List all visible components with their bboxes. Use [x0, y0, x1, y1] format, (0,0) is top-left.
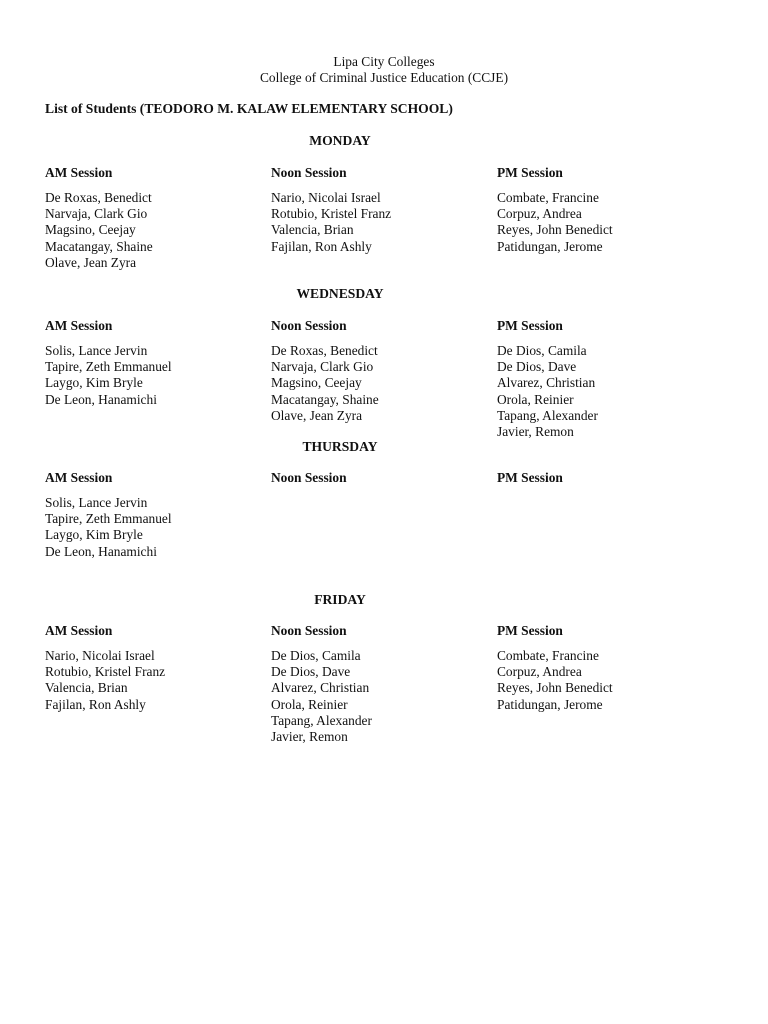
student-list — [45, 190, 265, 271]
student-name: Combate, Francine — [497, 190, 599, 205]
student-name: Macatangay, Shaine — [271, 391, 379, 407]
student-name: De Dios, Dave — [271, 664, 351, 680]
student-list — [45, 648, 265, 713]
student-name: Javier, Remon — [497, 424, 574, 440]
session-heading: Noon Session — [271, 623, 347, 638]
session-heading: PM Session — [497, 318, 563, 333]
session-column-pm — [497, 470, 717, 495]
student-name: Magsino, Ceejay — [271, 375, 362, 391]
day-heading: THURSDAY — [302, 439, 378, 454]
student-name: De Dios, Dave — [497, 359, 577, 375]
student-list — [497, 343, 717, 440]
session-heading: AM Session — [45, 318, 113, 333]
student-name: Alvarez, Christian — [497, 375, 596, 391]
student-name: Orola, Reinier — [497, 391, 574, 407]
student-name: De Roxas, Benedict — [45, 190, 152, 205]
student-name: Reyes, John Benedict — [497, 680, 613, 696]
session-column-noon — [271, 623, 491, 745]
student-name: Tapang, Alexander — [497, 407, 598, 423]
student-name: Valencia, Brian — [271, 222, 354, 238]
student-name: Solis, Lance Jervin — [45, 343, 148, 358]
student-name: De Dios, Camila — [497, 343, 587, 358]
day-heading: WEDNESDAY — [296, 286, 384, 301]
student-name: Magsino, Ceejay — [45, 222, 136, 238]
student-name: Laygo, Kim Bryle — [45, 375, 143, 391]
student-name: Reyes, John Benedict — [497, 222, 613, 238]
day-heading: MONDAY — [309, 133, 371, 148]
department-name: College of Criminal Justice Education (CCJE) — [259, 70, 509, 85]
student-name: De Leon, Hanamichi — [45, 543, 157, 559]
session-column-noon — [271, 470, 491, 495]
day-heading: FRIDAY — [314, 592, 366, 607]
session-column-pm — [497, 318, 717, 440]
student-name: Macatangay, Shaine — [45, 238, 153, 254]
student-name: Fajilan, Ron Ashly — [271, 238, 372, 254]
list-title: List of Students (TEODORO M. KALAW ELEMENTARY SCHOOL) — [45, 101, 453, 116]
student-name: Nario, Nicolai Israel — [45, 648, 155, 663]
session-heading: AM Session — [45, 623, 113, 638]
session-column-noon — [271, 318, 491, 424]
student-name: Narvaja, Clark Gio — [45, 206, 148, 222]
session-heading: Noon Session — [271, 470, 347, 485]
session-column-am — [45, 623, 265, 713]
college-name: Lipa City Colleges — [333, 54, 435, 69]
student-name: Laygo, Kim Bryle — [45, 527, 143, 543]
student-name: De Roxas, Benedict — [271, 343, 378, 358]
student-list — [497, 190, 717, 255]
student-name: Combate, Francine — [497, 648, 599, 663]
student-list — [45, 495, 265, 560]
session-column-noon — [271, 165, 491, 255]
student-name: Tapire, Zeth Emmanuel — [45, 511, 172, 527]
student-list — [271, 648, 491, 745]
student-name: Tapire, Zeth Emmanuel — [45, 359, 172, 375]
session-heading: PM Session — [497, 165, 563, 180]
session-column-pm — [497, 623, 717, 713]
student-name: Fajilan, Ron Ashly — [45, 696, 146, 712]
session-column-pm — [497, 165, 717, 255]
student-name: Orola, Reinier — [271, 696, 348, 712]
student-name: Alvarez, Christian — [271, 680, 370, 696]
session-column-am — [45, 165, 265, 271]
student-name: De Dios, Camila — [271, 648, 361, 663]
student-name: Patidungan, Jerome — [497, 238, 603, 254]
student-name: De Leon, Hanamichi — [45, 391, 157, 407]
session-column-am — [45, 318, 265, 408]
student-name: Patidungan, Jerome — [497, 696, 603, 712]
student-list — [45, 343, 265, 408]
student-name: Solis, Lance Jervin — [45, 495, 148, 510]
session-heading: AM Session — [45, 470, 113, 485]
student-name: Narvaja, Clark Gio — [271, 359, 374, 375]
session-heading: Noon Session — [271, 165, 347, 180]
student-name: Nario, Nicolai Israel — [271, 190, 381, 205]
student-list — [271, 190, 491, 255]
student-list — [271, 343, 491, 424]
student-name: Rotubio, Kristel Franz — [45, 664, 166, 680]
student-name: Tapang, Alexander — [271, 712, 372, 728]
student-name: Javier, Remon — [271, 729, 348, 745]
session-heading: PM Session — [497, 470, 563, 485]
session-column-am — [45, 470, 265, 560]
session-heading: Noon Session — [271, 318, 347, 333]
student-name: Rotubio, Kristel Franz — [271, 206, 392, 222]
student-list — [497, 648, 717, 713]
student-name: Corpuz, Andrea — [497, 206, 582, 222]
session-heading: PM Session — [497, 623, 563, 638]
session-heading: AM Session — [45, 165, 113, 180]
student-name: Valencia, Brian — [45, 680, 128, 696]
student-name: Olave, Jean Zyra — [45, 254, 137, 270]
student-name: Corpuz, Andrea — [497, 664, 582, 680]
student-name: Olave, Jean Zyra — [271, 407, 363, 423]
